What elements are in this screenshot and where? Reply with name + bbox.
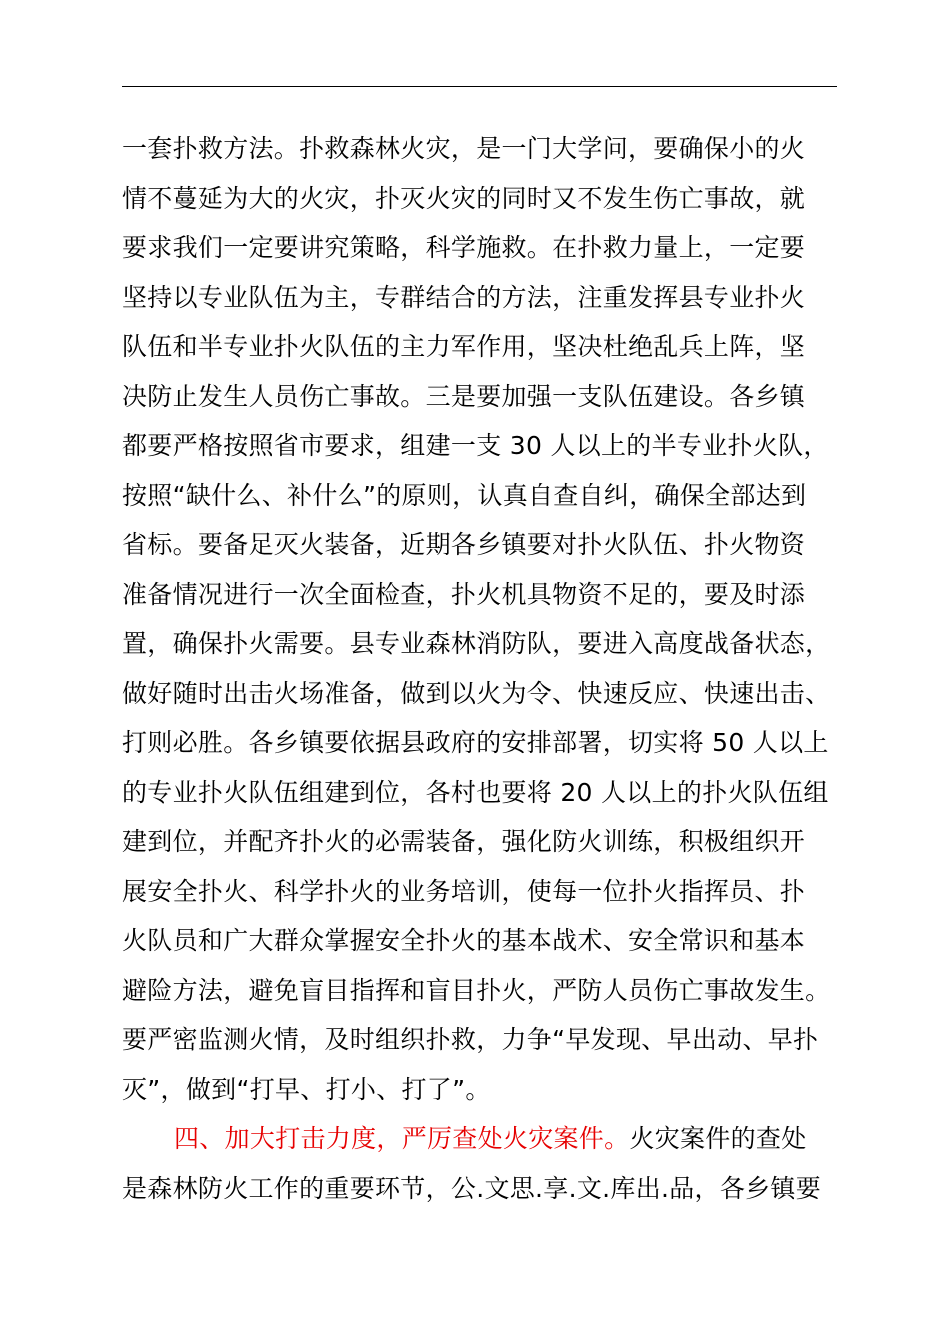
paragraph-line: 准备情况进行一次全面检查，扑火机具物资不足的，要及时添 bbox=[122, 579, 806, 609]
paragraph-line: 省标。要备足灭火装备，近期各乡镇要对扑火队伍、扑火物资 bbox=[122, 530, 806, 559]
paragraph-line: 一套扑救方法。扑救森林火灾，是一门大学问，要确保小的火 bbox=[122, 134, 806, 163]
paragraph-line: 情不蔓延为大的火灾，扑灭火灾的同时又不发生伤亡事故，就 bbox=[122, 183, 806, 213]
paragraph-line: 建到位，并配齐扑火的必需装备，强化防火训练，积极组织开 bbox=[122, 827, 806, 856]
paragraph-line: 是森林防火工作的重要环节，公.文思.享.文.库出.品，各乡镇要 bbox=[122, 1173, 822, 1203]
paragraph-line: 的专业扑火队伍组建到位，各村也要将 20 人以上的扑火队伍组 bbox=[122, 777, 829, 807]
paragraph-line: 坚持以专业队伍为主，专群结合的方法，注重发挥县专业扑火 bbox=[122, 282, 806, 312]
paragraph-line: 要求我们一定要讲究策略，科学施救。在扑救力量上，一定要 bbox=[122, 233, 806, 262]
paragraph-line: 队伍和半专业扑火队伍的主力军作用，坚决杜绝乱兵上阵，坚 bbox=[122, 332, 806, 361]
section-heading: 四、加大打击力度，严厉查处火灾案件。 bbox=[174, 1124, 630, 1153]
paragraph-line: 打则必胜。各乡镇要依据县政府的安排部署，切实将 50 人以上 bbox=[122, 728, 829, 757]
paragraph-line: 避险方法，避免盲目指挥和盲目扑火，严防人员伤亡事故发生。 bbox=[122, 975, 831, 1005]
section-text: 火灾案件的查处 bbox=[629, 1124, 807, 1153]
paragraph-line: 做好随时出击火场准备，做到以火为令、快速反应、快速出击、 bbox=[122, 678, 831, 708]
paragraph-line: 都要严格按照省市要求，组建一支 30 人以上的半专业扑火队， bbox=[122, 431, 829, 460]
document-body bbox=[122, 124, 852, 1213]
paragraph-line: 置，确保扑火需要。县专业森林消防队，要进入高度战备状态， bbox=[122, 629, 831, 658]
paragraph-line: 要严密监测火情，及时组织扑救，力争“早发现、早出动、早扑 bbox=[122, 1025, 819, 1054]
header-rule bbox=[122, 86, 837, 87]
paragraph-line: 展安全扑火、科学扑火的业务培训，使每一位扑火指挥员、扑 bbox=[122, 876, 806, 906]
paragraph-line: 灭”，做到“打早、打小、打了”。 bbox=[122, 1074, 491, 1104]
paragraph-line: 按照“缺什么、补什么”的原则，认真自查自纠，确保全部达到 bbox=[122, 480, 807, 510]
paragraph-line: 火队员和广大群众掌握安全扑火的基本战术、安全常识和基本 bbox=[122, 926, 806, 955]
paragraph-line: 决防止发生人员伤亡事故。三是要加强一支队伍建设。各乡镇 bbox=[122, 381, 806, 411]
section-four-line bbox=[122, 1114, 852, 1164]
